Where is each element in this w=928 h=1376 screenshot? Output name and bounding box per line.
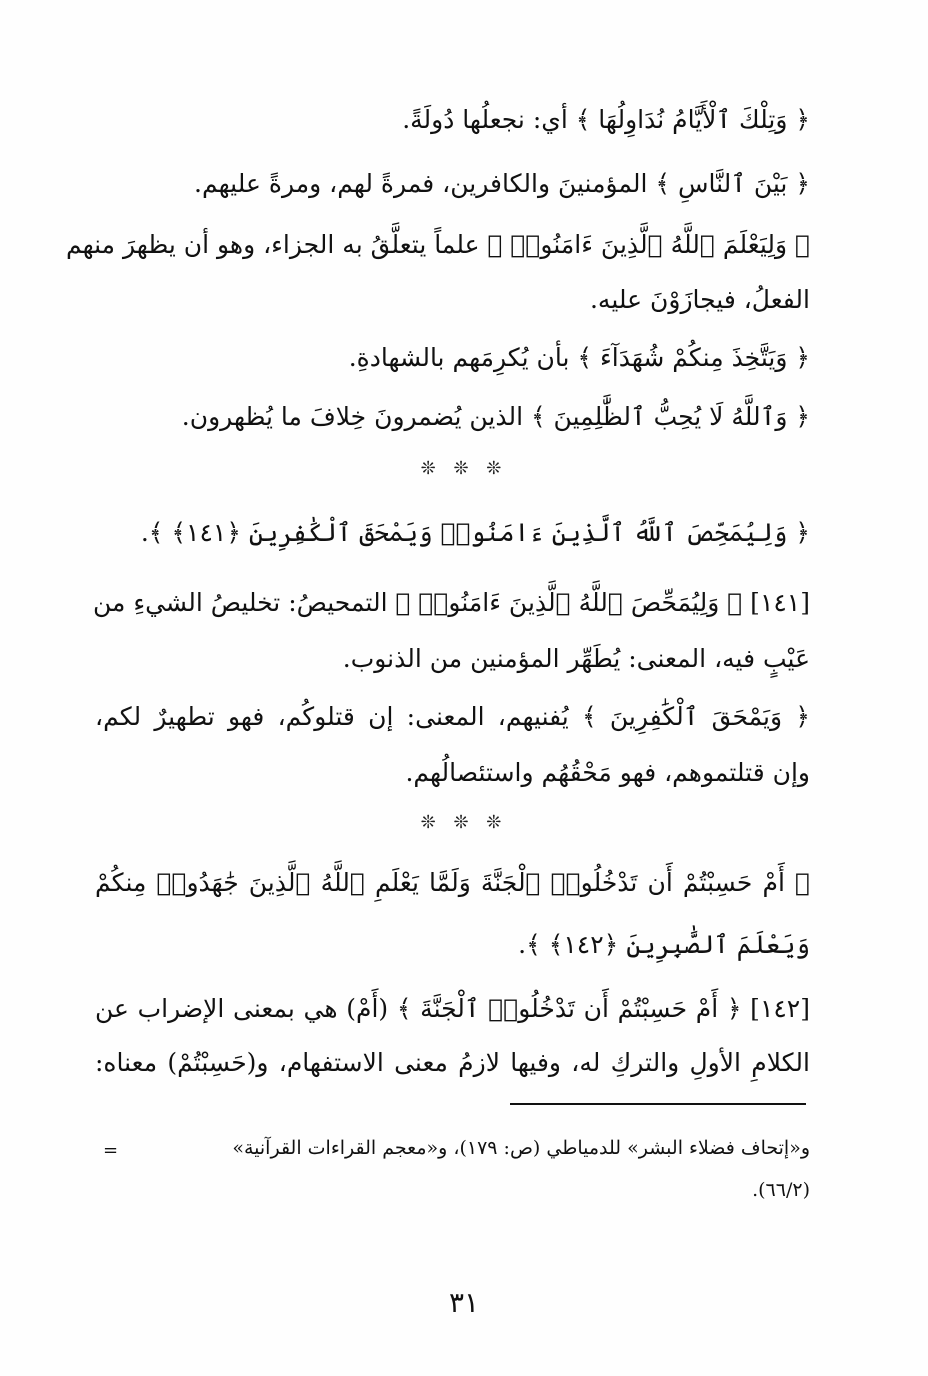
text-line: ﴿ وَتِلْكَ ٱلْأَيَّامُ نُدَاوِلُهَا ﴾ أي: نجعلُها دُولَةً. <box>402 105 810 134</box>
text-line: ﴿ وَيَمْحَقَ ٱلْكَٰفِرِينَ ﴾ يُفنيهم، المعنى: إن قتلوكُم، فهو تطهيرٌ لكم، <box>95 702 810 731</box>
verse-line: ﴿ وَلِيُمَحِّصَ ٱللَّهُ ٱلَّذِينَ ءَامَنُوا۟ وَيَمْحَقَ ٱلْكَٰفِرِينَ ﴿١٤١﴾ ﴾. <box>140 518 810 547</box>
text-line: وإن قتلتموهم، فهو مَحْقُهُم واستئصالُهم. <box>405 758 810 787</box>
text-line: ﴿ وَٱللَّهُ لَا يُحِبُّ ٱلظَّٰلِمِينَ ﴾ الذين يُضمرونَ خِلافَ ما يُظهرون. <box>181 402 810 431</box>
footnote-rule <box>510 1103 806 1105</box>
text-line: [١٤٢] ﴿ أَمْ حَسِبْتُمْ أَن تَدْخُلُوا۟ ٱلْجَنَّةَ ﴾ (أَمْ) هي بمعنى الإضراب عن <box>95 994 810 1023</box>
verse-line: وَيَعْلَمَ ٱلصَّٰبِرِينَ ﴿١٤٢﴾ ﴾. <box>518 930 810 959</box>
footnote-line: و«إتحاف فضلاء البشر» للدمياطي (ص: ١٧٩)، و«معجم القراءات القرآنية» <box>232 1137 810 1159</box>
text-line: [١٤١] ﴿ وَلِيُمَحِّصَ ٱللَّهُ ٱلَّذِينَ ءَامَنُوا۟ ﴾ التمحيصُ: تخليصُ الشيءِ من <box>92 588 810 617</box>
text-line: الكلامِ الأولِ والتركِ له، وفيها لازمُ معنى الاستفهام، و(حَسِبْتُمْ) معناه: <box>95 1048 810 1077</box>
text-line: ﴿ بَيْنَ ٱلنَّاسِ ﴾ المؤمنينَ والكافرين، فمرةً لهم، ومرةً عليهم. <box>194 169 810 198</box>
text-line: ﴿ وَلِيَعْلَمَ ٱللَّهُ ٱلَّذِينَ ءَامَنُوا۟ ﴾ علماً يتعلَّقُ به الجزاء، وهو أن يظهرَ منهم <box>65 230 810 259</box>
page-number: ٣١ <box>448 1286 480 1319</box>
text-line: عَيْبٍ فيه، المعنى: يُطَهِّر المؤمنين من الذنوب. <box>342 644 810 673</box>
text-line: الفعلُ، فيجازَوْنَ عليه. <box>589 285 810 314</box>
section-separator: ❊ ❊ ❊ <box>420 458 508 479</box>
text-line: ﴿ وَيَتَّخِذَ مِنكُمْ شُهَدَآءَ ﴾ بأن يُكرِمَهم بالشهادةِ. <box>348 343 810 372</box>
section-separator: ❊ ❊ ❊ <box>420 812 508 833</box>
verse-line: ﴿ أَمْ حَسِبْتُمْ أَن تَدْخُلُوا۟ ٱلْجَنَّةَ وَلَمَّا يَعْلَمِ ٱللَّهُ ٱلَّذِينَ جَٰهَدُوا۟ مِنكُمْ <box>95 868 810 897</box>
footnote-continuation-mark: = <box>103 1140 119 1161</box>
footnote-line: (٦٦/٢). <box>752 1179 810 1201</box>
